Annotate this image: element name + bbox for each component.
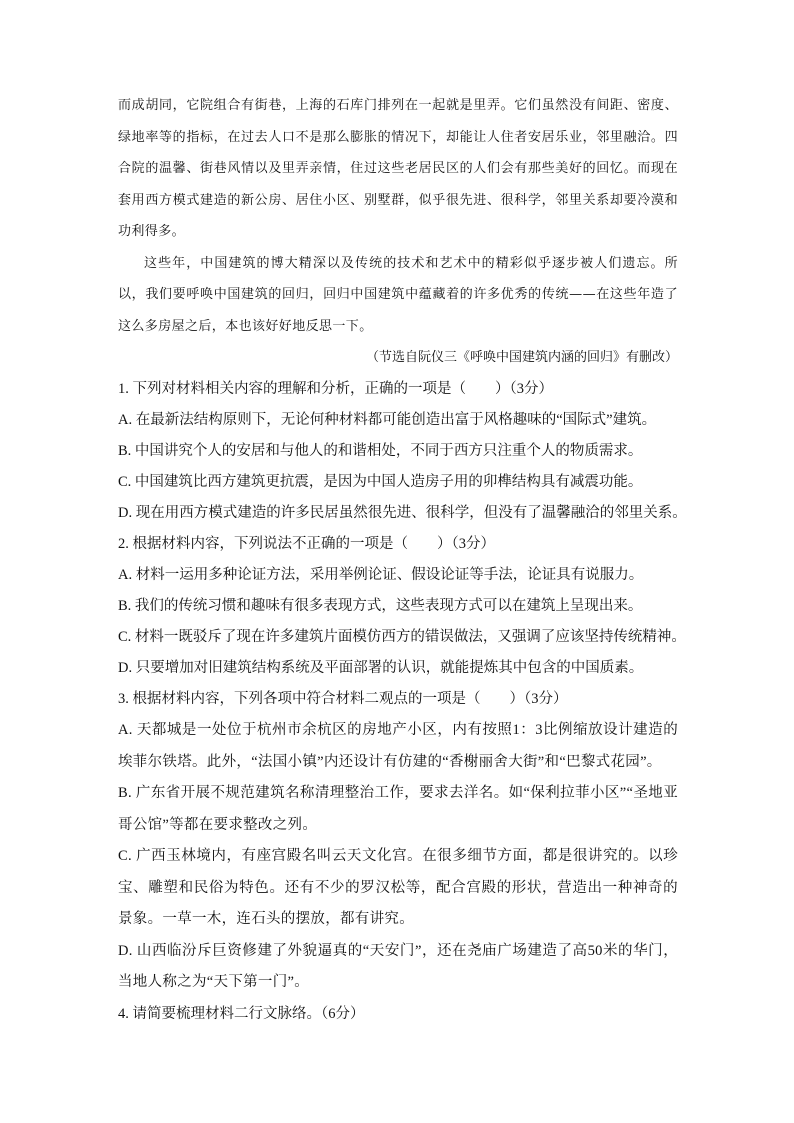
- question-stem: 1. 下列对材料相关内容的理解和分析，正确的一项是（ ）（3分）: [118, 381, 553, 397]
- passage-paragraph-2: 这些年，中国建筑的博大精深以及传统的技术和艺术中的精彩似乎逐步被人们遗忘。所以，我们要呼唤中国建筑的回归，回归中国建筑中蕴藏着的许多优秀的传统——在这些年造了这么多房屋之后，本也该好好地反思一下。: [118, 255, 678, 334]
- option-b: B. 广东省开展不规范建筑名称清理整治工作，要求去洋名。如“保利拉菲小区”“圣地亚哥公馆”等都在要求整改之列。: [118, 785, 678, 833]
- option-d: D. 现在用西方模式建造的许多民居虽然很先进、很科学，但没有了温馨融洽的邻里关系。: [118, 505, 687, 521]
- option-b: B. 我们的传统习惯和趣味有很多表现方式，这些表现方式可以在建筑上呈现出来。: [118, 598, 643, 614]
- question-stem: 4. 请简要梳理材料二行文脉络。（6分）: [118, 1005, 365, 1022]
- option-a: A. 在最新法结构原则下，无论何种材料都可能创造出富于风格趣味的“国际式”建筑。: [118, 412, 657, 428]
- option-d: D. 山西临汾斥巨资修建了外貌逼真的“天安门”，还在尧庙广场建造了高50米的华门，当地人称之为“天下第一门”。: [118, 942, 678, 990]
- question-1: [118, 374, 687, 529]
- option-c: C. 中国建筑比西方建筑更抗震，是因为中国人造房子用的卯榫结构具有减震功能。: [118, 474, 643, 490]
- passage-source: （节选自阮仪三《呼唤中国建筑内涵的回归》有删改）: [365, 350, 678, 365]
- exam-page: [118, 90, 687, 1030]
- question-stem: 3. 根据材料内容，下列各项中符合材料二观点的一项是（ ）（3分）: [118, 691, 568, 707]
- question-2: [118, 529, 686, 684]
- option-d: D. 只要增加对旧建筑结构系统及平面部署的认识，就能提炼其中包含的中国质素。: [118, 660, 644, 676]
- option-a: A. 材料一运用多种论证方法，采用举例论证、假设论证等手法，论证具有说服力。: [118, 567, 644, 583]
- question-4: [118, 999, 678, 1030]
- option-c: C. 材料一既驳斥了现在许多建筑片面模仿西方的错误做法，又强调了应该坚持传统精神。: [118, 629, 686, 645]
- option-b: B. 中国讲究个人的安居和与他人的和谐相处，不同于西方只注重个人的物质需求。: [118, 443, 643, 459]
- option-a: A. 天都城是一处位于杭州市余杭区的房地产小区，内有按照1：3比例缩放设计建造的埃菲尔铁塔。此外，“法国小镇”内还设计有仿建的“香榭丽舍大街”和“巴黎式花园”。: [118, 722, 678, 770]
- question-3: [118, 684, 678, 999]
- passage-paragraph-1: 而成胡同，它院组合有街巷，上海的石库门排列在一起就是里弄。它们虽然没有间距、密度、绿地率等的指标，在过去人口不是那么膨胀的情况下，却能让人住者安居乐业，邻里融洽。四合院的温馨、街巷风情以及里弄亲情，住过这些老居民区的人们会有那些美好的回忆。而现在套用西方模式建造的新公房、居住小区、别墅群，似乎很先进、很科学，邻里关系却要冷漠和功利得多。: [118, 98, 678, 239]
- question-stem: 2. 根据材料内容，下列说法不正确的一项是（ ）（3分）: [118, 536, 495, 552]
- option-c: C. 广西玉林境内，有座宫殿名叫云天文化宫。在很多细节方面，都是很讲究的。以珍宝、雕塑和民俗为特色。还有不少的罗汉松等，配合宫殿的形状，营造出一种神奇的景象。一草一木，连石头的摆放，都有讲究。: [118, 848, 678, 927]
